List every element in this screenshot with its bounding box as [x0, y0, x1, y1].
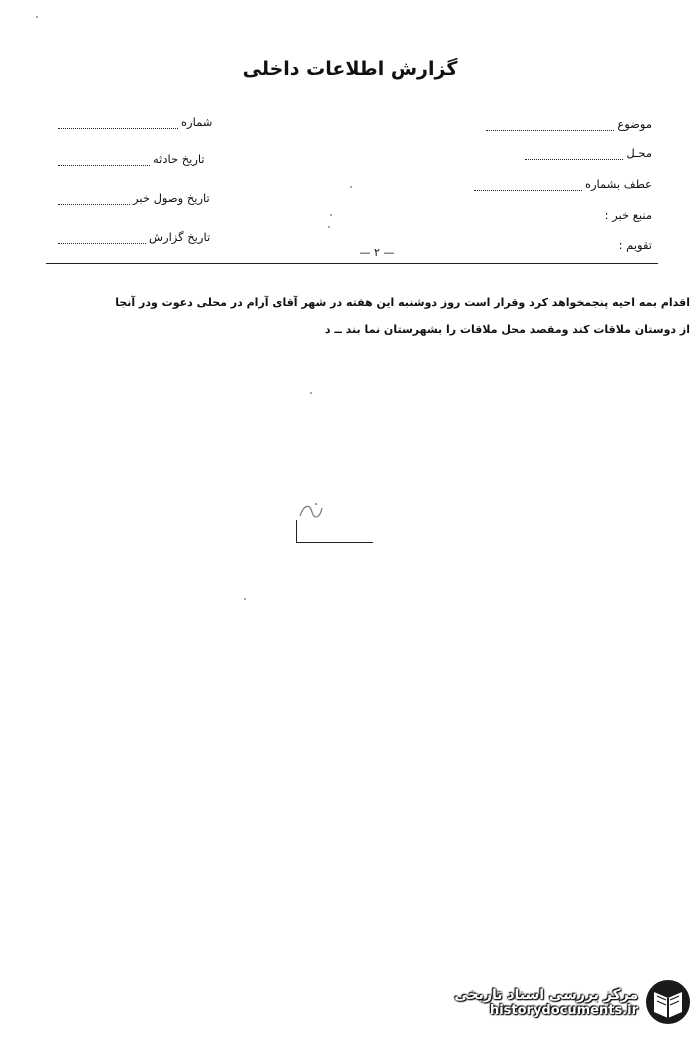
archive-watermark [402, 972, 692, 1032]
field-number-blank [58, 120, 178, 129]
field-location-label: محـل [626, 146, 652, 160]
scan-speck [244, 598, 246, 600]
field-report-date-blank [58, 235, 146, 244]
field-calendar [619, 238, 652, 252]
watermark-name: مرکز بررسی اسناد تاریخی [454, 986, 638, 1003]
field-receipt-date [58, 191, 210, 205]
scan-speck [310, 392, 312, 394]
field-subject-label: موضوع [617, 117, 652, 131]
field-location [525, 146, 652, 160]
scan-speck [328, 226, 330, 228]
field-report-date-label: تاریخ گزارش [149, 230, 211, 244]
field-subject-blank [486, 122, 614, 131]
document-title: گزارش اطلاعات داخلی [242, 58, 458, 80]
field-receipt-date-blank [58, 196, 130, 205]
watermark-text [454, 987, 638, 1018]
page-number: — ۲ — [359, 246, 395, 259]
field-number-label: شماره [181, 115, 213, 129]
field-location-blank [525, 151, 623, 160]
field-report-date [58, 230, 210, 244]
scan-speck [330, 214, 332, 216]
field-source [605, 208, 652, 222]
body-line-1: اقدام بمه احیه پنجمخواهد کرد وقرار است روز دوشنبه این هفته در شهر آقای آرام در محلی دعوت ودر آنجا [115, 296, 690, 309]
scan-speck [350, 186, 352, 188]
scan-speck [36, 16, 38, 18]
field-reference-label: عطف بشماره [584, 177, 652, 191]
book-icon [644, 978, 692, 1026]
header-divider [46, 263, 658, 264]
field-calendar-label: تقویم : [618, 238, 652, 252]
field-receipt-date-label: تاریخ وصول خبر [133, 191, 210, 205]
field-number [58, 115, 212, 129]
field-incident-date-label: تاریخ حادثه [153, 152, 205, 166]
body-line-2: از دوستان ملاقات کند ومقصد محل ملاقات را بشهرستان نما بند ــ د [324, 323, 690, 336]
field-source-label: منبع خبر : [604, 208, 652, 222]
watermark-url: historydocuments.ir [489, 1002, 638, 1018]
field-reference [474, 177, 652, 191]
field-incident-date-blank [58, 157, 150, 166]
signature-line [296, 520, 373, 543]
field-reference-blank [474, 182, 582, 191]
field-incident-date [58, 152, 205, 166]
field-subject [486, 117, 652, 131]
